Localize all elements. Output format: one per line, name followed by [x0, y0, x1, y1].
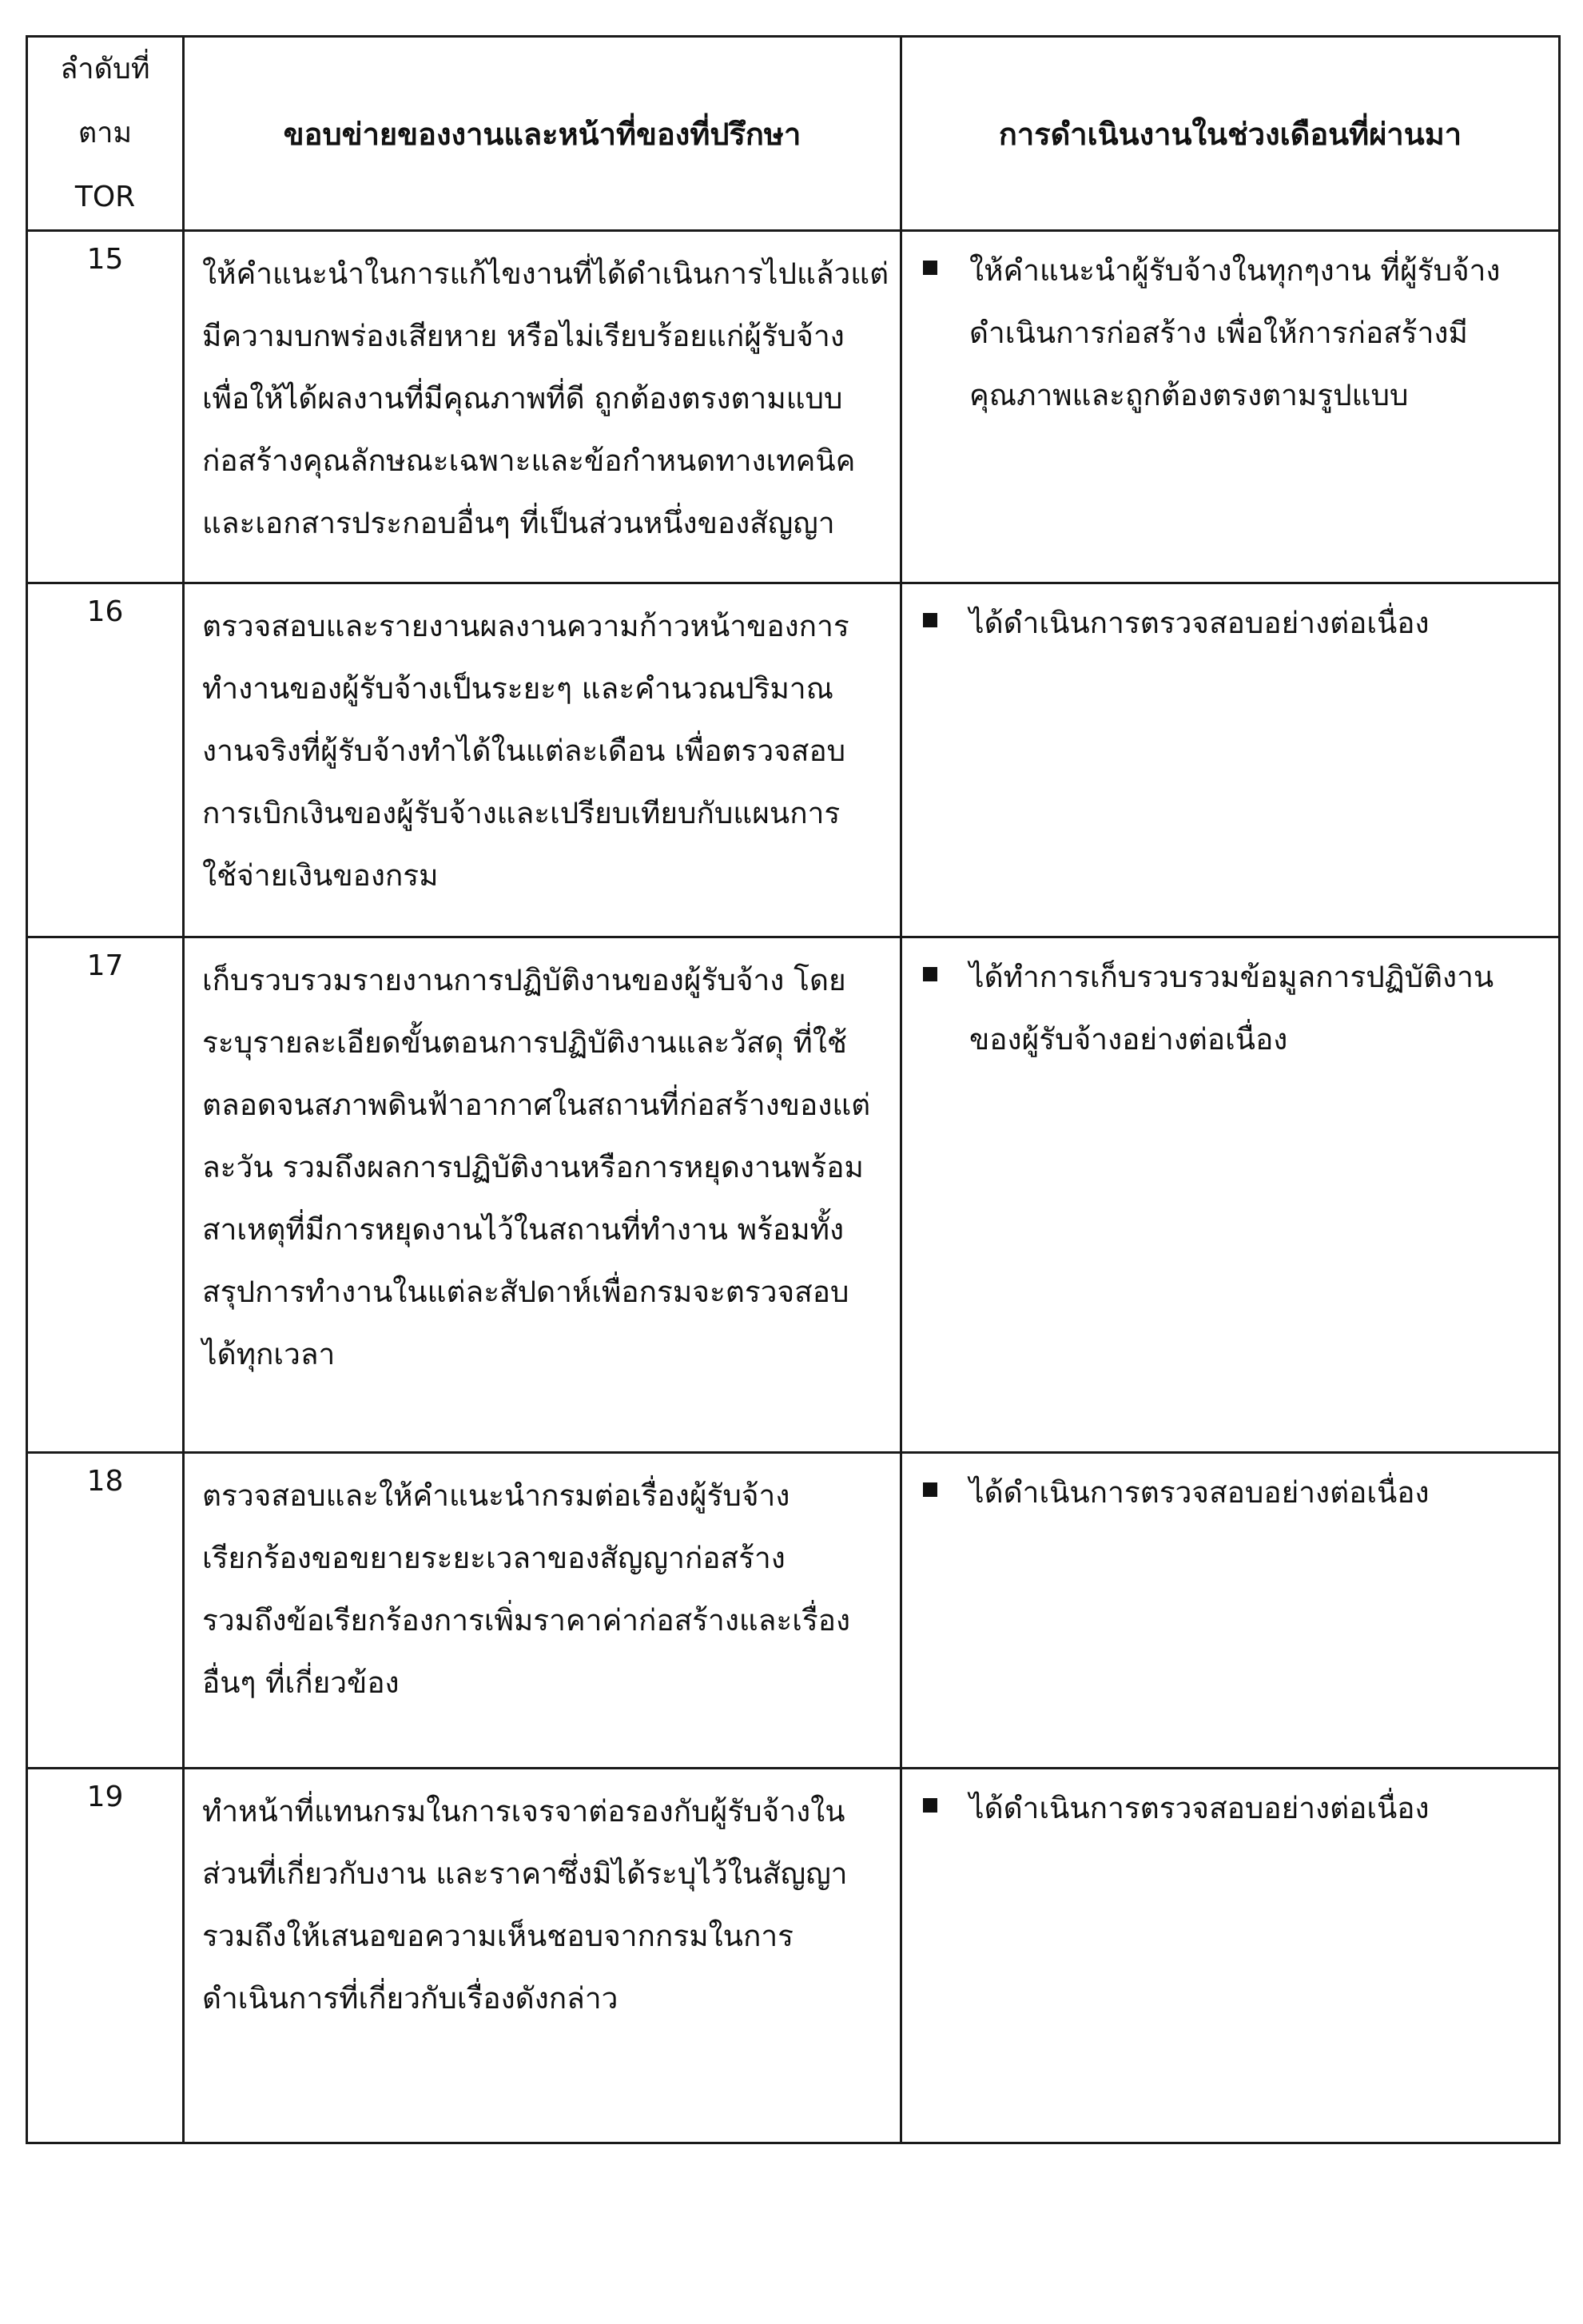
work-line: ได้ทำการเก็บรวบรวมข้อมูลการปฏิบัติงาน — [969, 960, 1494, 994]
scope-line: ทำงานของผู้รับจ้างเป็นระยะๆ และคำนวณปริมาณ — [202, 671, 833, 706]
row-number: 15 — [27, 231, 184, 583]
scope-line: สรุปการทำงานในแต่ละสัปดาห์เพื่อกรมจะตรวจสอบ — [202, 1275, 849, 1309]
square-bullet-icon — [923, 613, 937, 627]
work-line: ได้ดำเนินการตรวจสอบอย่างต่อเนื่อง — [969, 1791, 1430, 1825]
scope-line: สาเหตุที่มีการหยุดงานไว้ในสถานที่ทำงาน พร้อมทั้ง — [202, 1212, 845, 1247]
table-row — [27, 231, 1560, 583]
scope-line: ตรวจสอบและให้คำแนะนำกรมต่อเรื่องผู้รับจ้าง — [202, 1478, 790, 1513]
row-number: 16 — [27, 583, 184, 937]
scope-line: ได้ทุกเวลา — [202, 1337, 336, 1371]
progress-table — [26, 35, 1561, 2144]
header-tor-number-line: ตาม — [78, 117, 133, 149]
table-row — [27, 937, 1560, 1453]
scope-line: ก่อสร้างคุณลักษณะเฉพาะและข้อกำหนดทางเทคนิค — [202, 444, 856, 478]
work-cell — [901, 937, 1560, 1453]
bullet-item — [923, 1777, 1550, 1840]
scope-cell — [184, 583, 901, 937]
scope-line: ส่วนที่เกี่ยวกับงาน และราคาซึ่งมิได้ระบุไว้ในสัญญา — [202, 1856, 848, 1891]
scope-line: งานจริงที่ผู้รับจ้างทำได้ในแต่ละเดือน เพื่อตรวจสอบ — [202, 734, 846, 768]
work-line: ดำเนินการก่อสร้าง เพื่อให้การก่อสร้างมี — [969, 316, 1468, 350]
bullet-item — [923, 592, 1550, 655]
scope-line: ทำหน้าที่แทนกรมในการเจรจาต่อรองกับผู้รับจ้างใน — [202, 1794, 845, 1829]
scope-line: ใช้จ่ายเงินของกรม — [202, 858, 439, 893]
table-row — [27, 1769, 1560, 2143]
scope-line: ตลอดจนสภาพดินฟ้าอากาศในสถานที่ก่อสร้างของแต่ — [202, 1088, 871, 1122]
scope-line: ระบุรายละเอียดขั้นตอนการปฏิบัติงานและวัสดุ ที่ใช้ — [202, 1025, 847, 1060]
scope-cell — [184, 937, 901, 1453]
scope-line: รวมถึงข้อเรียกร้องการเพิ่มราคาค่าก่อสร้างและเรื่อง — [202, 1603, 851, 1638]
scope-line: อื่นๆ ที่เกี่ยวข้อง — [202, 1665, 400, 1700]
square-bullet-icon — [923, 1798, 937, 1813]
scope-line: การเบิกเงินของผู้รับจ้างและเปรียบเทียบกับแผนการ — [202, 796, 841, 830]
scope-line: เก็บรวบรวมรายงานการปฏิบัติงานของผู้รับจ้าง โดย — [202, 963, 846, 997]
work-cell — [901, 583, 1560, 937]
bullet-item — [923, 240, 1550, 427]
scope-line: ให้คำแนะนำในการแก้ไขงานที่ได้ดำเนินการไปแล้วแต่ — [202, 257, 889, 291]
header-tor-number-line: ลำดับที่ — [60, 53, 150, 86]
work-line: ได้ดำเนินการตรวจสอบอย่างต่อเนื่อง — [969, 1475, 1430, 1510]
scope-line: ละวัน รวมถึงผลการปฏิบัติงานหรือการหยุดงานพร้อม — [202, 1150, 864, 1184]
scope-cell — [184, 1769, 901, 2143]
square-bullet-icon — [923, 967, 937, 981]
scope-line: รวมถึงให้เสนอขอความเห็นชอบจากกรมในการ — [202, 1919, 793, 1953]
scope-cell — [184, 1453, 901, 1769]
scope-line: เรียกร้องขอขยายระยะเวลาของสัญญาก่อสร้าง — [202, 1541, 786, 1575]
table-row — [27, 1453, 1560, 1769]
scope-line: เพื่อให้ได้ผลงานที่มีคุณภาพที่ดี ถูกต้องตรงตามแบบ — [202, 381, 843, 416]
row-number: 18 — [27, 1453, 184, 1769]
work-line: ของผู้รับจ้างอย่างต่อเนื่อง — [969, 1022, 1288, 1057]
work-cell — [901, 231, 1560, 583]
header-tor-number-line: TOR — [74, 181, 136, 213]
table-row — [27, 583, 1560, 937]
row-number: 19 — [27, 1769, 184, 2143]
row-number: 17 — [27, 937, 184, 1453]
header-work-done: การดำเนินงานในช่วงเดือนที่ผ่านมา — [901, 37, 1560, 231]
header-scope: ขอบข่ายของงานและหน้าที่ของที่ปรึกษา — [184, 37, 901, 231]
work-cell — [901, 1453, 1560, 1769]
square-bullet-icon — [923, 261, 937, 275]
square-bullet-icon — [923, 1482, 937, 1497]
table-header-row — [27, 37, 1560, 231]
bullet-item — [923, 1462, 1550, 1524]
scope-line: ตรวจสอบและรายงานผลงานความก้าวหน้าของการ — [202, 609, 849, 643]
scope-line: ดำเนินการที่เกี่ยวกับเรื่องดังกล่าว — [202, 1981, 618, 2016]
work-cell — [901, 1769, 1560, 2143]
header-tor-number — [27, 37, 184, 231]
work-line: ให้คำแนะนำผู้รับจ้างในทุกๆงาน ที่ผู้รับจ้าง — [969, 253, 1501, 288]
work-line: คุณภาพและถูกต้องตรงตามรูปแบบ — [969, 378, 1409, 412]
work-line: ได้ดำเนินการตรวจสอบอย่างต่อเนื่อง — [969, 606, 1430, 640]
bullet-item — [923, 946, 1550, 1071]
scope-cell — [184, 231, 901, 583]
scope-line: มีความบกพร่องเสียหาย หรือไม่เรียบร้อยแก่ผู้รับจ้าง — [202, 319, 845, 353]
scope-line: และเอกสารประกอบอื่นๆ ที่เป็นส่วนหนึ่งของสัญญา — [202, 506, 835, 540]
